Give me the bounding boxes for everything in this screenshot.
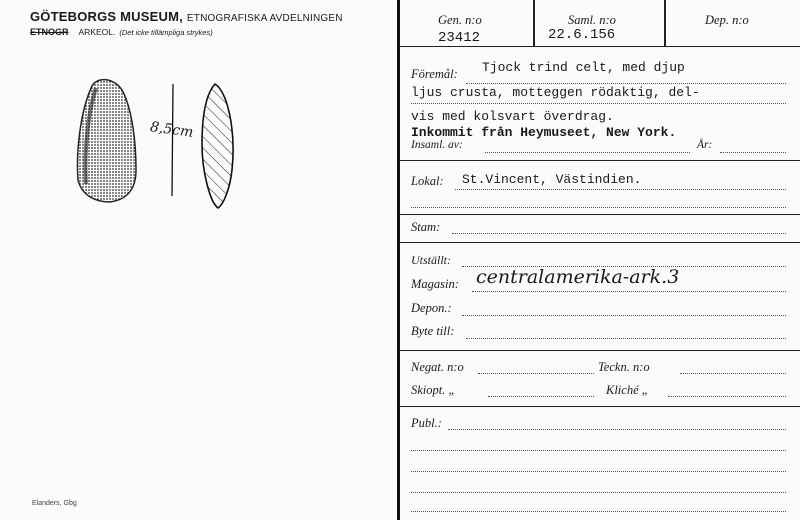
kliche-label: Kliché „ [606,383,649,397]
foremal-label: Föremål: [411,67,458,81]
ar-label: År: [697,139,713,151]
celt-side-view [202,84,233,208]
magasin-value: centralamerika-ark.3 [476,266,680,288]
saml-label: Saml. n:o [568,13,616,27]
lokal-value: St.Vincent, Västindien. [462,172,642,187]
rule-3 [399,214,800,215]
rule-top [399,46,800,47]
header-subline [30,27,213,37]
measurement-label: 8,5cm [149,119,195,141]
celt-sketch [70,72,270,222]
printer-credit: Elanders, Gbg [32,500,77,507]
publ-label: Publ.: [411,416,442,430]
insaml-label: Insaml. av: [411,139,463,151]
foremal-line-1: Tjock trind celt, med djup [482,60,685,75]
museum-name: GÖTEBORGS MUSEUM, [30,9,183,24]
struck-department: ETNOGR [30,27,69,37]
inkommit-line: Inkommit från Heymuseet, New York. [411,125,677,140]
lokal-label: Lokal: [411,174,444,188]
byte-label: Byte till: [411,324,455,338]
department-name: ETNOGRAFISKA AVDELNINGEN [186,13,343,24]
skiopt-label: Skiopt. „ [411,383,456,397]
measure-line [172,84,173,196]
card-divider [397,0,400,520]
rule-5 [399,350,800,351]
teckn-label: Teckn. n:o [598,360,650,374]
negat-label: Negat. n:o [411,360,464,374]
utstallt-label: Utställt: [411,253,452,267]
rule-4 [399,242,800,243]
museum-header [30,9,343,24]
top-divider-2 [664,0,666,46]
gen-label: Gen. n:o [438,13,482,27]
dep-label: Dep. n:o [705,13,749,27]
rule-6 [399,406,800,407]
top-divider-1 [533,0,535,46]
magasin-label: Magasin: [411,277,459,291]
depon-label: Depon.: [411,301,452,315]
foremal-line-3: vis med kolsvart överdrag. [411,109,614,124]
foremal-line-2: ljus crusta, motteggen rödaktig, del- [411,85,700,100]
saml-value: 22.6.156 [548,27,616,43]
rule-2 [399,160,800,161]
stam-label: Stam: [411,220,441,234]
gen-value: 23412 [438,30,481,46]
header-note: (Det icke tillämpliga strykes) [119,28,213,37]
arkeol-label: ARKEOL. [78,27,116,37]
